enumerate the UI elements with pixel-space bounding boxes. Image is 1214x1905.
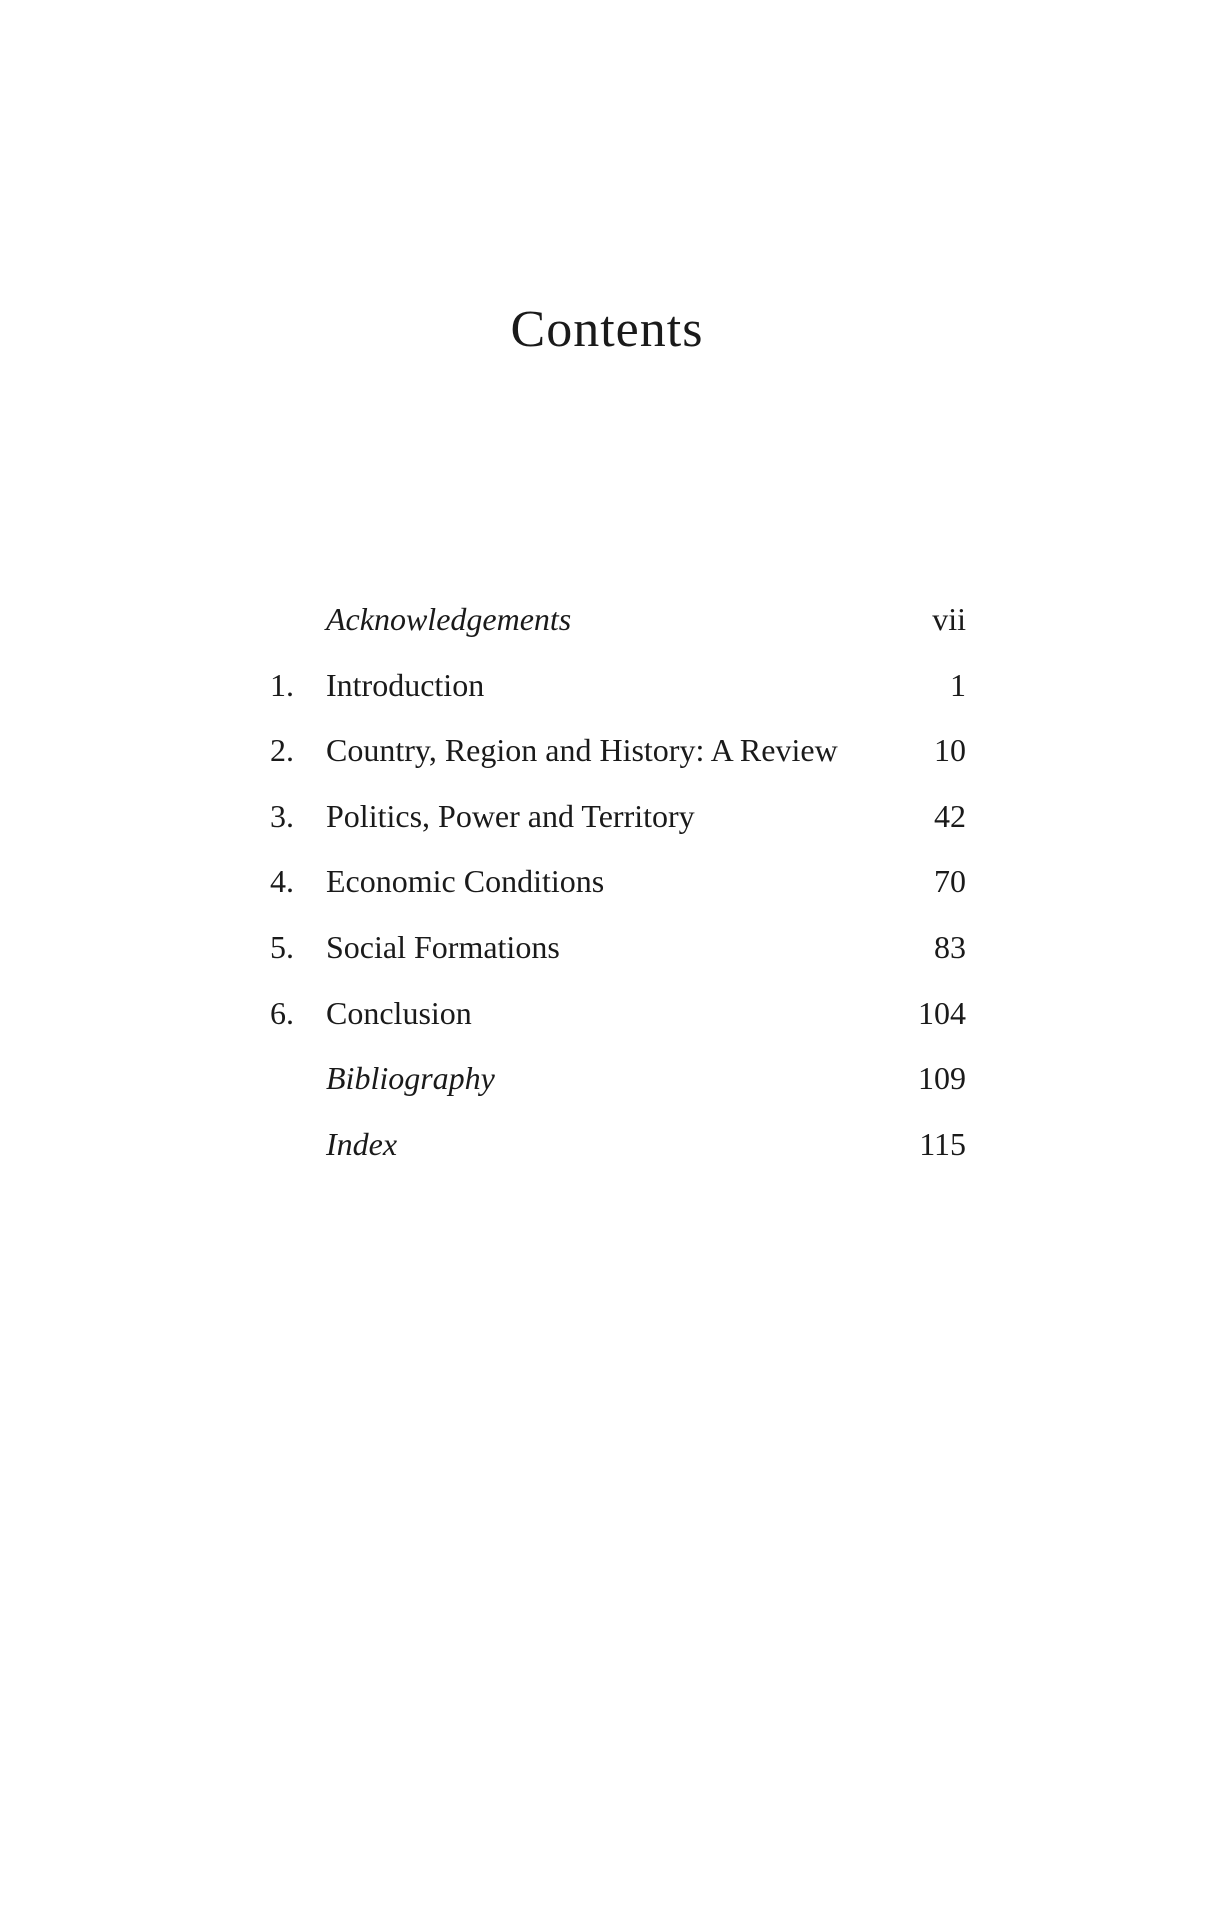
toc-entry-chapter-6[interactable]: [270, 990, 966, 1056]
toc-entry-chapter-4[interactable]: [270, 858, 966, 924]
entry-page: 1: [950, 666, 966, 703]
page-title: Contents: [510, 301, 704, 358]
entry-page: 70: [934, 863, 966, 900]
entry-number: 2.: [270, 732, 294, 769]
entry-page: 109: [918, 1060, 966, 1097]
entry-label: Bibliography: [326, 1060, 495, 1097]
entry-number: 5.: [270, 928, 294, 965]
toc-entry-chapter-3[interactable]: [270, 793, 966, 859]
toc-entry-chapter-1[interactable]: [270, 662, 966, 728]
toc-entry-bibliography[interactable]: [270, 1055, 966, 1121]
entry-label: Country, Region and History: A Review: [326, 732, 838, 769]
entry-page: 115: [919, 1125, 966, 1162]
entry-label: Introduction: [326, 666, 485, 703]
entry-label: Social Formations: [326, 928, 560, 965]
entry-number: 4.: [270, 863, 294, 900]
entry-number: 1.: [270, 666, 294, 703]
entry-page: 104: [918, 994, 966, 1031]
entry-label: Index: [326, 1125, 398, 1162]
entry-number: 3.: [270, 797, 294, 834]
entry-label: Politics, Power and Territory: [326, 797, 695, 834]
toc-entry-chapter-5[interactable]: [270, 924, 966, 990]
toc-entry-index[interactable]: [270, 1121, 966, 1187]
entry-label: Acknowledgements: [326, 601, 572, 637]
entry-page: 10: [934, 732, 966, 769]
toc-entry-acknowledgements[interactable]: [270, 596, 966, 662]
entry-label: Economic Conditions: [326, 863, 605, 900]
entry-page: 42: [934, 797, 966, 834]
toc-entry-chapter-2[interactable]: [270, 727, 966, 793]
entry-number: 6.: [270, 994, 294, 1031]
entry-label: Conclusion: [326, 994, 472, 1031]
entry-page: 83: [934, 928, 966, 965]
entry-page: vii: [932, 601, 966, 637]
table-of-contents: [270, 596, 966, 1186]
